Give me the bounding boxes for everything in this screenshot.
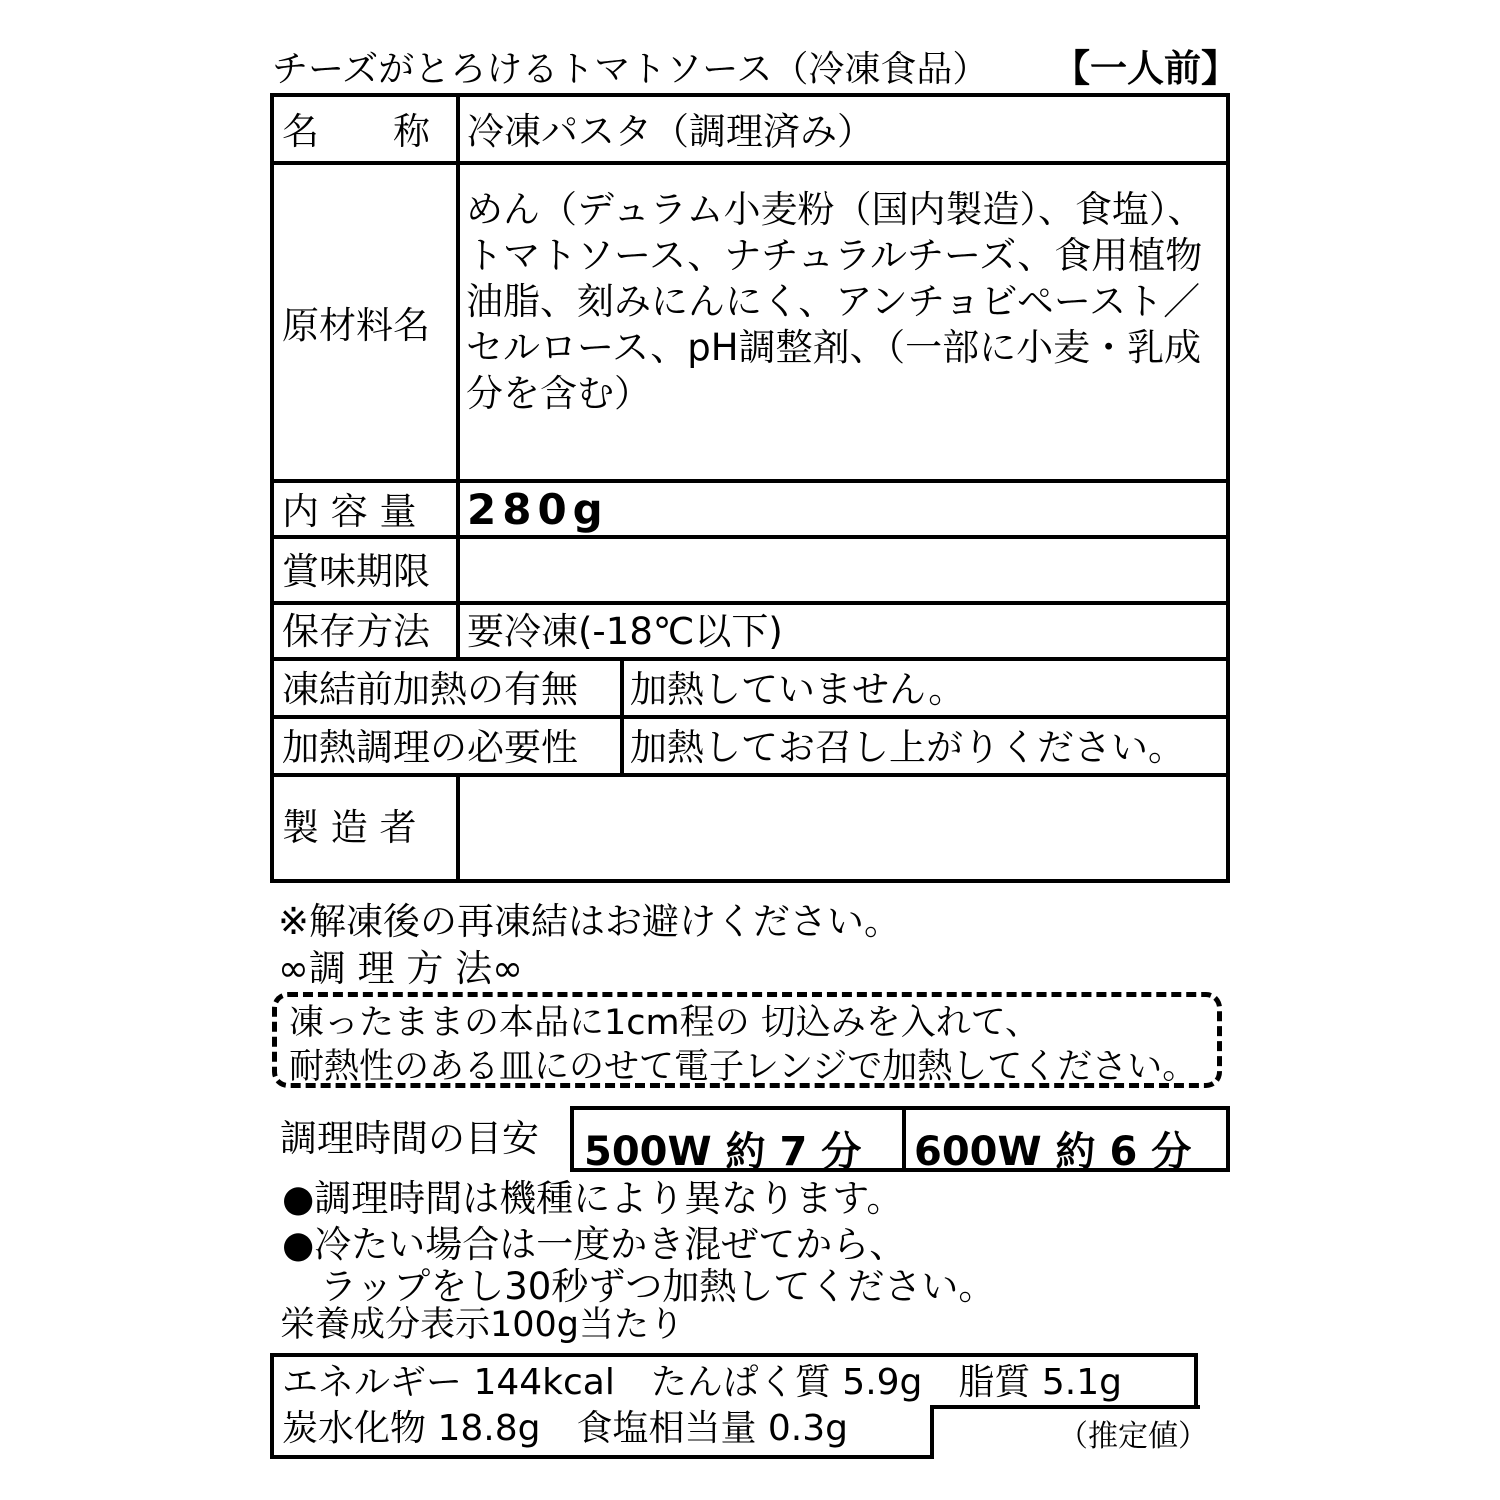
nutrition-line-1: エネルギー 144kcal たんぱく質 5.9g 脂質 5.1g <box>282 1362 1122 1403</box>
cook-time-label: 調理時間の目安 <box>280 1117 539 1160</box>
ingredients-value: めん（デュラム小麦粉（国内製造）、食塩）、トマトソース、ナチュラルチーズ、食用植物油脂、刻みにんにく、アンチョビペースト／セルロース、pH調整剤、（一部に小麦・乳成分を含む） <box>466 188 1205 415</box>
cooking-required-label: 加熱調理の必要性 <box>282 726 578 769</box>
content-label: 内 容 量 <box>282 490 417 533</box>
estimated-note: （推定値） <box>1058 1419 1208 1454</box>
method-text <box>289 1001 1197 1089</box>
row-divider <box>274 535 1226 539</box>
nutrition-line-2: 炭水化物 18.8g 食塩相当量 0.3g <box>282 1408 848 1449</box>
row-divider <box>274 657 1226 661</box>
serving-size: 【一人前】 <box>1053 47 1238 90</box>
row-divider <box>274 715 1226 719</box>
food-label-table <box>270 93 1230 883</box>
nutrition-heading: 栄養成分表示100g当たり <box>280 1305 685 1345</box>
product-title: チーズがとろけるトマトソース（冷凍食品） <box>272 49 989 90</box>
note-cook-time-varies: ●調理時間は機種により異なります。 <box>282 1177 904 1220</box>
label-column-divider-bottom <box>456 773 460 883</box>
cooking-required-value: 加熱してお召し上がりください。 <box>630 726 1185 769</box>
name-label: 名 称 <box>282 110 430 153</box>
row-divider <box>274 479 1226 483</box>
manufacturer-label: 製 造 者 <box>282 806 417 849</box>
name-value: 冷凍パスタ（調理済み） <box>467 110 874 153</box>
ingredients-label: 原材料名 <box>282 304 430 347</box>
method-line-1: 凍ったままの本品に1cm程の 切込みを入れて、 <box>289 1003 1041 1043</box>
content-value: 280g <box>467 485 609 534</box>
method-heading: ∞調 理 方 法∞ <box>278 947 523 990</box>
preheat-value: 加熱していません。 <box>630 668 966 711</box>
method-box <box>272 992 1222 1088</box>
method-line-2: 耐熱性のある皿にのせて電子レンジで加熱してください。 <box>289 1047 1198 1087</box>
expiry-label: 賞味期限 <box>282 550 430 593</box>
note-if-cold-continued: ラップをし30秒ずつ加熱してください。 <box>320 1265 996 1308</box>
storage-value: 要冷凍(-18℃以下) <box>467 610 783 653</box>
cook-time-divider <box>902 1110 906 1168</box>
refreeze-note: ※解凍後の再凍結はお避けください。 <box>278 900 902 943</box>
cook-time-box <box>570 1106 1230 1175</box>
row-divider <box>274 161 1226 165</box>
note-if-cold: ●冷たい場合は一度かき混ぜてから、 <box>282 1223 907 1266</box>
preheat-label: 凍結前加熱の有無 <box>282 668 578 711</box>
row-divider <box>274 773 1226 777</box>
row-divider <box>274 601 1226 605</box>
label-column-divider <box>456 97 460 657</box>
cook-time-500w: 500W 約 7 分 <box>584 1129 862 1175</box>
cook-time-600w: 600W 約 6 分 <box>914 1129 1192 1175</box>
storage-label: 保存方法 <box>282 610 430 653</box>
